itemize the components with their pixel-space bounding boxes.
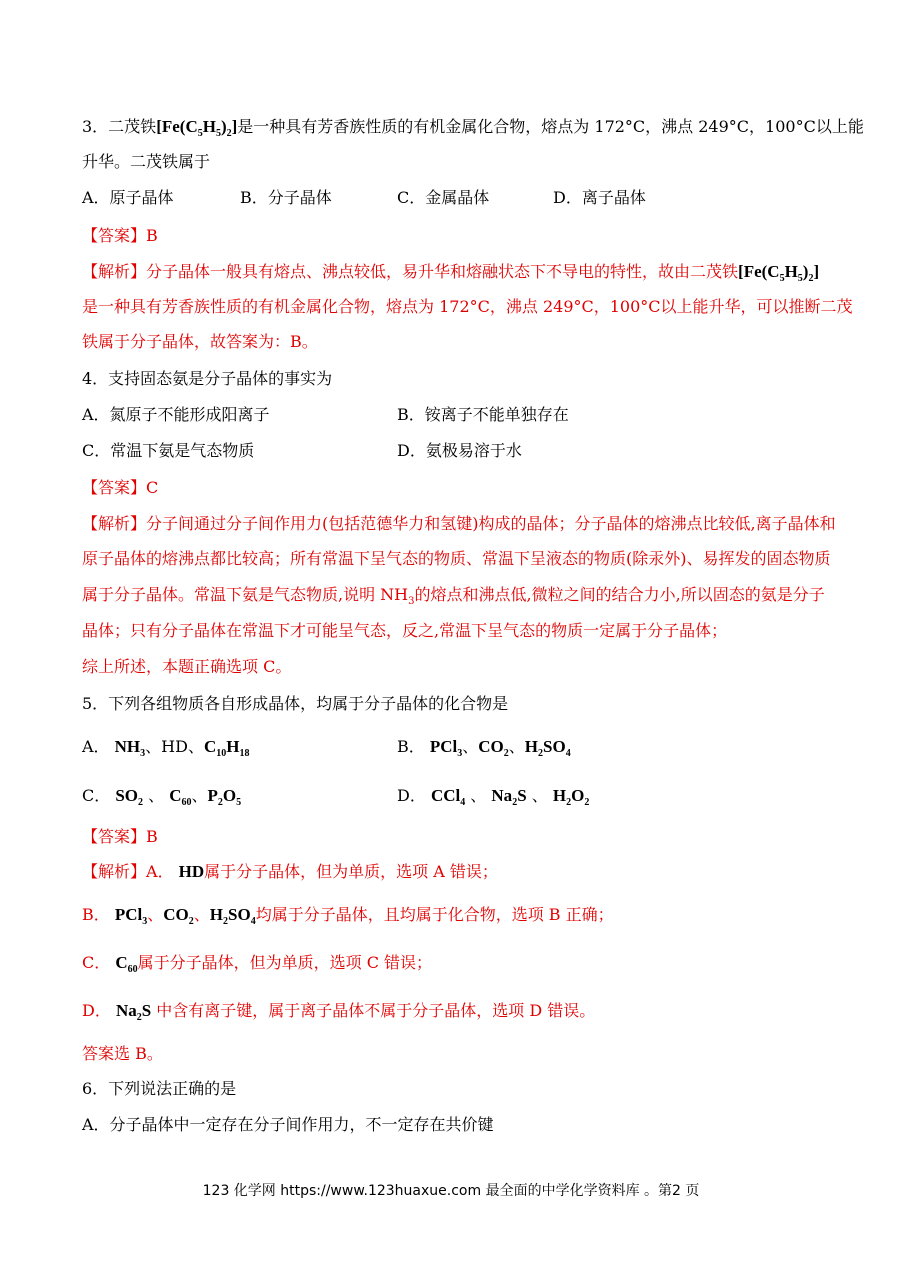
q5-explanation-d: D． $Na_2S$ 中含有离子键，属于离子晶体不属于分子晶体，选项 D 错误。	[82, 1001, 596, 1023]
q3-answer: 【答案】B	[82, 226, 158, 245]
q3-stem-line1	[82, 116, 864, 141]
q5-explanation-a: 【解析】A． HD属于分子晶体，但为单质，选项 A 错误；	[82, 862, 498, 881]
q5-explanation-c: C． $C_{60}$属于分子晶体，但为单质，选项 C 错误；	[82, 953, 433, 975]
q4-stem: 4．支持固态氨是分子晶体的事实为	[82, 369, 333, 388]
q5-option-d: D． CCl$_4$ 、 $Na_2S$ 、 $H_2O_2$	[397, 786, 590, 808]
q4-option-a: A．氮原子不能形成阳离子	[82, 405, 270, 424]
q4-option-b: B．铵离子不能单独存在	[397, 405, 569, 424]
q4-explanation-line1: 【解析】分子间通过分子间作用力(包括范德华力和氢键)构成的晶体；分子晶体的熔沸点比较低,离子晶体和	[82, 514, 836, 533]
ferrocene-formula: $[Fe(C_5H_5)_2]$	[156, 117, 238, 139]
q3-explanation-line2: 是一种具有芳香族性质的有机金属化合物，熔点为 172°C，沸点 249°C，100°C以上能升华，可以推断二茂	[82, 297, 853, 316]
q4-option-d: D．氨极易溶于水	[397, 441, 522, 460]
q6-option-a: A．分子晶体中一定存在分子间作用力，不一定存在共价键	[82, 1115, 494, 1134]
q3-option-b: B．分子晶体	[240, 188, 332, 207]
q4-explanation-line4: 晶体；只有分子晶体在常温下才可能呈气态，反之,常温下呈气态的物质一定属于分子晶体；	[82, 621, 728, 640]
page-footer: 123 化学网 https://www.123huaxue.com 最全面的中学化学资料库 。第2 页	[202, 1183, 700, 1199]
q5-final-answer: 答案选 B。	[82, 1044, 163, 1063]
q3-option-d: D．离子晶体	[553, 188, 646, 207]
q4-explanation-line3: 属于分子晶体。常温下氨是气态物质,说明 $NH_3$的熔点和沸点低,微粒之间的结合力小,所以固态的氨是分子	[82, 585, 825, 607]
q4-explanation-line2: 原子晶体的熔沸点都比较高；所有常温下呈气态的物质、常温下呈液态的物质(除汞外)、易挥发的固态物质	[82, 549, 831, 568]
q3-option-a: A．原子晶体	[82, 188, 174, 207]
q4-explanation-line5: 综上所述，本题正确选项 C。	[82, 657, 292, 676]
q5-option-c: C． $SO_2$ 、 $C_{60}$、$P_2O_5$	[82, 786, 242, 808]
q4-answer: 【答案】C	[82, 478, 159, 497]
q3-option-c: C．金属晶体	[397, 188, 490, 207]
q5-answer: 【答案】B	[82, 827, 158, 846]
q6-stem: 6．下列说法正确的是	[82, 1079, 237, 1098]
q3-explanation-line1: 【解析】分子晶体一般具有熔点、沸点较低，易升华和熔融状态下不导电的特性，故由二茂铁$[Fe(C_5H_5)_2]$	[82, 262, 820, 284]
q3-stem-text-cont: 是一种具有芳香族性质的有机金属化合物，熔点为 172°C，沸点 249°C，100°C以上能	[237, 117, 864, 136]
q3-stem-line2: 升华。二茂铁属于	[82, 152, 211, 171]
q5-explanation-b: B． PCl$_3$、$CO_2$、$H_2SO_4$均属于分子晶体，且均属于化合物，选项 B 正确；	[82, 905, 614, 927]
q3-stem-text: 3．二茂铁	[82, 117, 157, 136]
q5-option-a: A． $NH_3$、HD、$C_{10}H_{18}$	[82, 737, 250, 759]
q3-explanation-line3: 铁属于分子晶体，故答案为：B。	[82, 332, 318, 351]
q4-option-c: C．常温下氨是气态物质	[82, 441, 255, 460]
ferrocene-formula-2: $[Fe(C_5H_5)_2]$	[738, 262, 820, 284]
q5-option-b: B． PCl$_3$、$CO_2$、$H_2SO_4$	[397, 737, 571, 759]
q5-stem: 5．下列各组物质各自形成晶体，均属于分子晶体的化合物是	[82, 694, 509, 713]
